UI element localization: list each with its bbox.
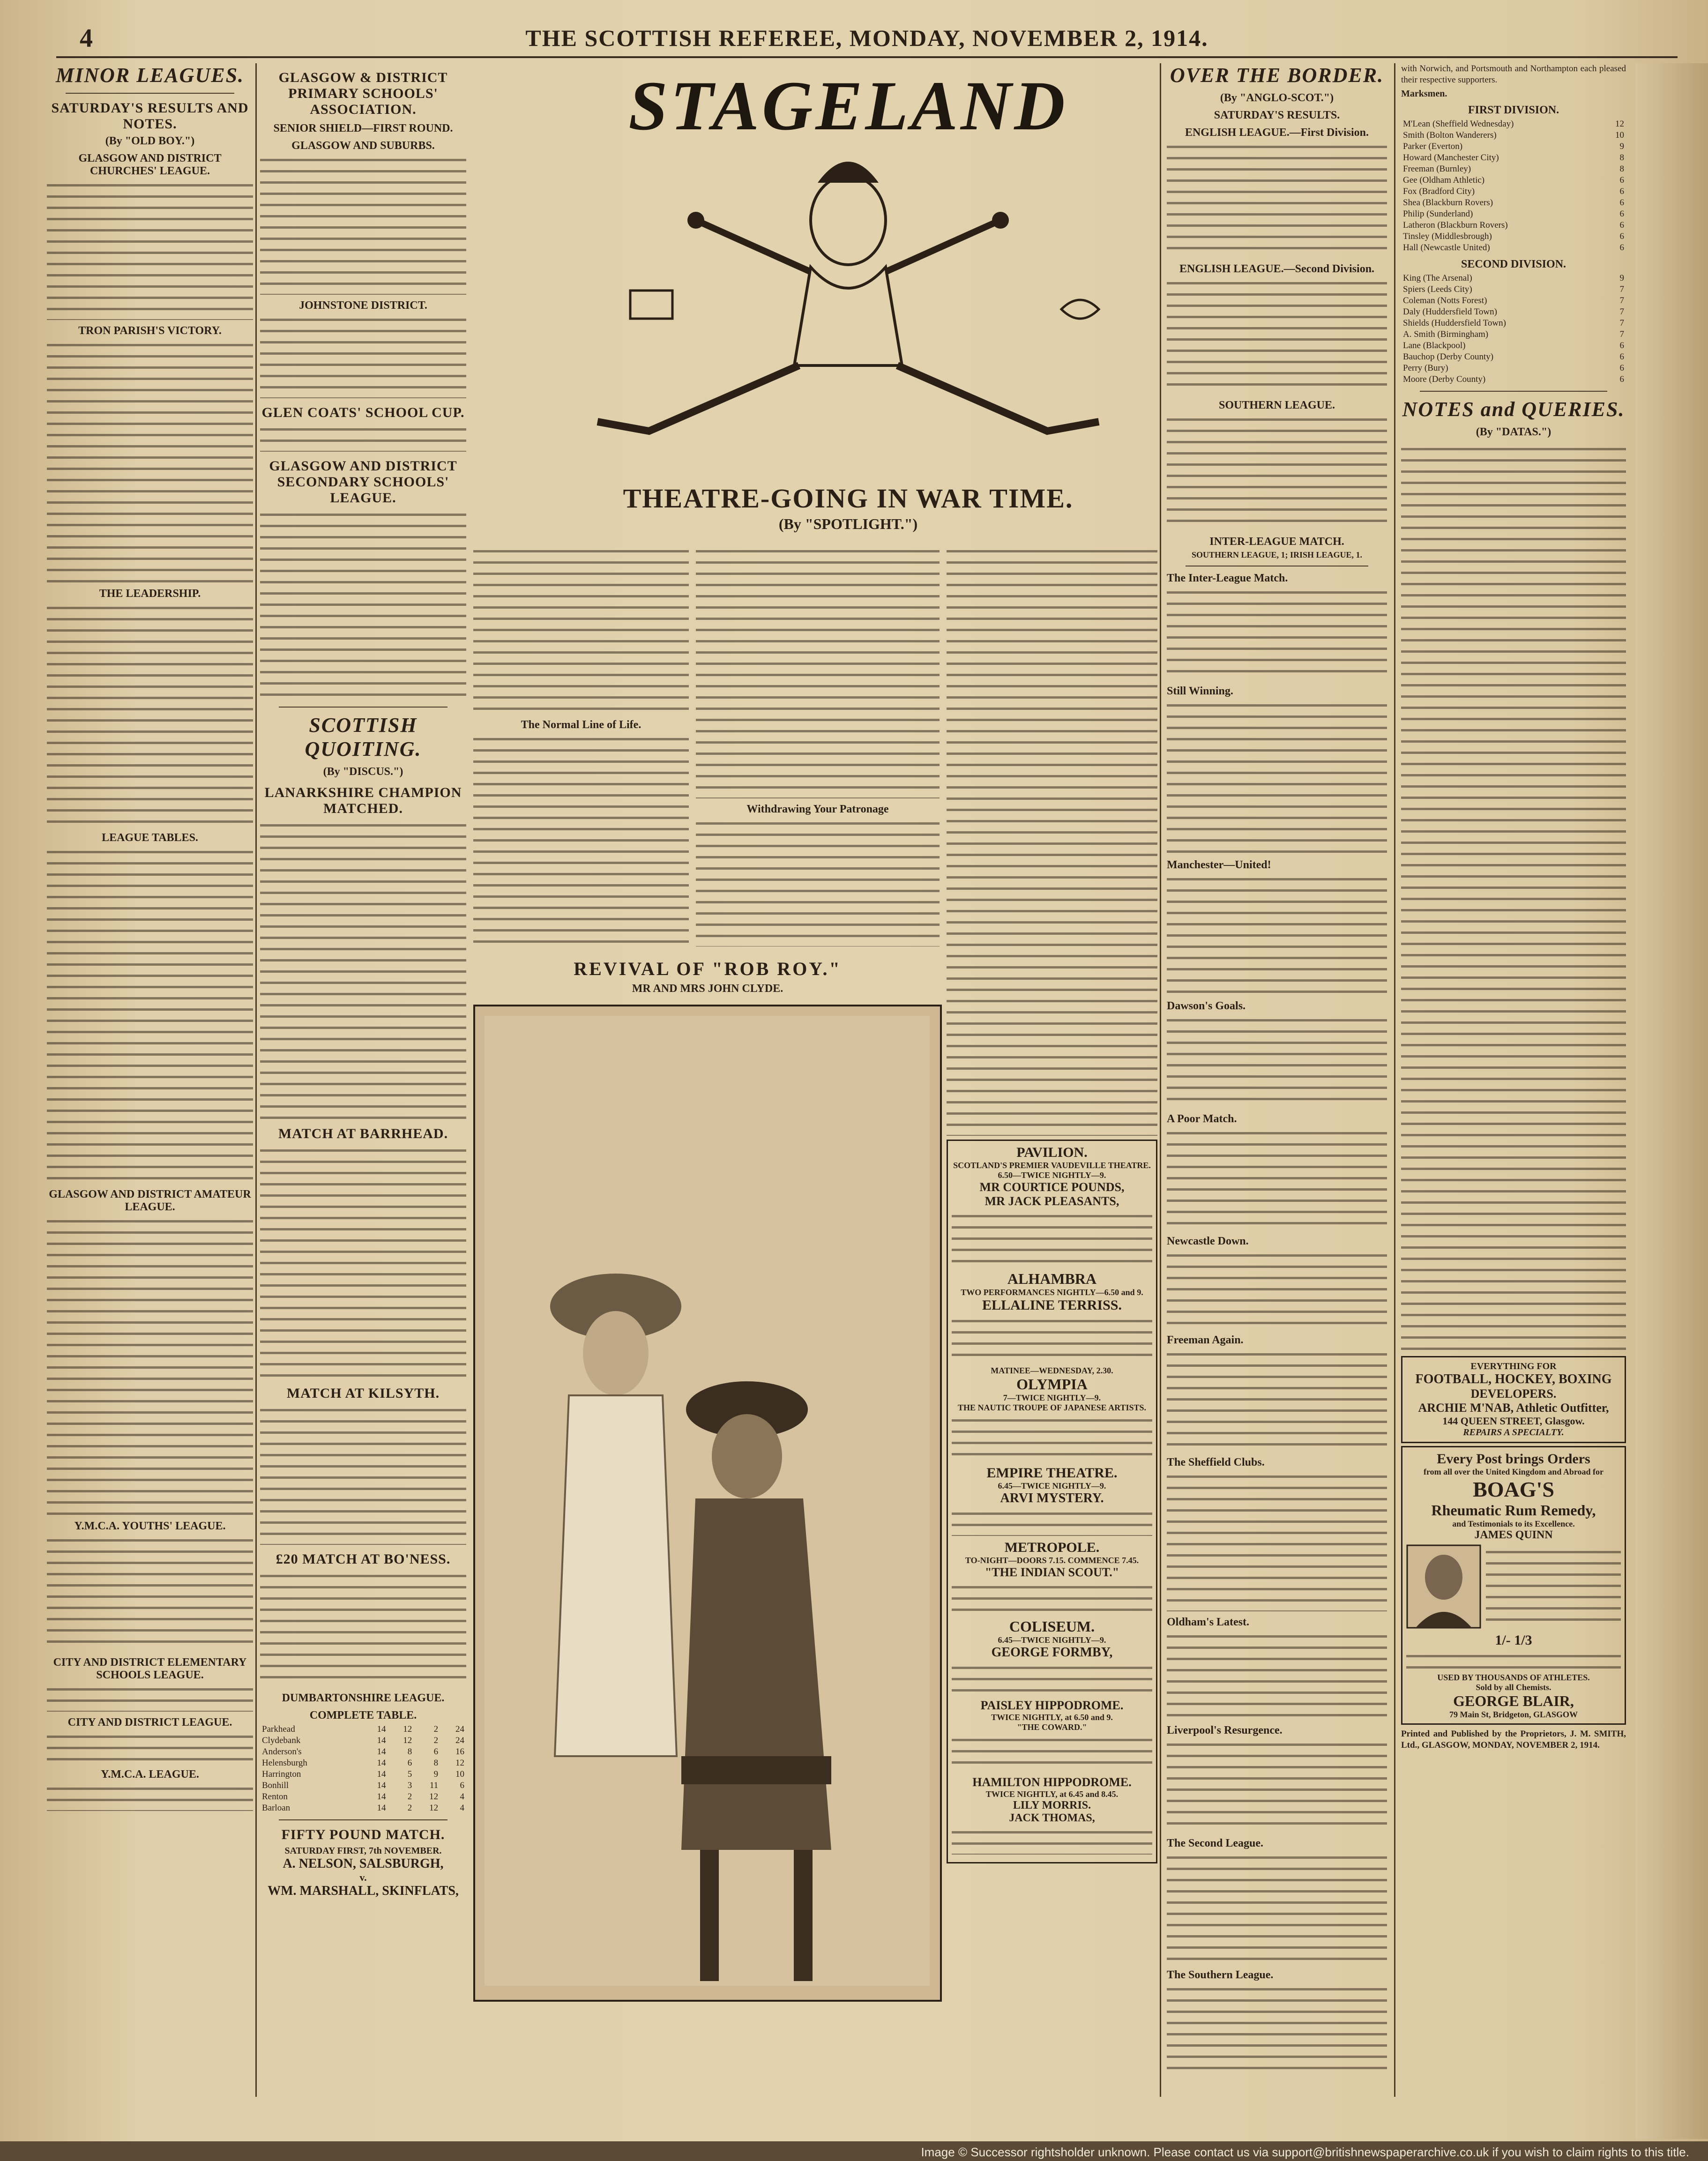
table-row: Bauchop (Derby County) 6 — [1403, 352, 1624, 362]
minor-leagues-heading: MINOR LEAGUES. — [55, 64, 245, 87]
article-text — [260, 1145, 466, 1379]
rob-roy-section — [473, 951, 942, 2076]
notes-queries-text — [1401, 443, 1626, 1352]
article-text — [47, 1783, 253, 1811]
quoiting-heading: SCOTTISH QUOITING. — [305, 714, 422, 760]
table-row: Gee (Oldham Athletic) 6 — [1403, 175, 1624, 185]
fixtures-text — [260, 424, 466, 452]
quoiting-sub: LANARKSHIRE CHAMPION MATCHED. — [264, 785, 462, 816]
article-text — [47, 1684, 253, 1712]
table-row: Daly (Huddersfield Town) 7 — [1403, 307, 1624, 317]
schools-quoiting-column — [260, 63, 466, 2139]
border-note: Still Winning. — [1167, 685, 1233, 697]
schools-sub: GLASGOW AND SUBURBS. — [291, 140, 435, 152]
table-row: Parkhead 14 12 2 24 — [262, 1724, 464, 1734]
theatre-ad-name: EMPIRE THEATRE. — [986, 1465, 1118, 1481]
article-text — [47, 1215, 253, 1515]
section-heading: CITY AND DISTRICT LEAGUE. — [67, 1716, 232, 1729]
table-row: Shea (Blackburn Rovers) 6 — [1403, 198, 1624, 208]
couple-photo-illustration — [475, 1006, 939, 1995]
border-note: Oldham's Latest. — [1167, 1616, 1250, 1628]
border-sub: ENGLISH LEAGUE.—Second Division. — [1179, 263, 1375, 275]
stageland-title: STAGELAND — [628, 67, 1068, 145]
fixtures-text — [260, 154, 466, 295]
fixtures-text — [260, 509, 466, 701]
border-heading: OVER THE BORDER. — [1170, 64, 1384, 87]
table-row: Shields (Huddersfield Town) 7 — [1403, 318, 1624, 328]
border-note: The Second League. — [1167, 1837, 1264, 1849]
theatre-article-col2 — [696, 544, 940, 946]
border-note: Dawson's Goals. — [1167, 1000, 1246, 1012]
printer-imprint: Printed and Published by the Proprietors, J. M. SMITH, Ltd., GLASGOW, MONDAY, NOVEMBER 2, 1914. — [1401, 1729, 1626, 1750]
masthead — [56, 19, 1678, 58]
theatre-heading: THEATRE-GOING IN WAR TIME. — [623, 483, 1074, 514]
article-text — [47, 339, 253, 583]
column-rule — [255, 63, 257, 2097]
schools-heading: GLASGOW & DISTRICT PRIMARY SCHOOLS' ASSOCIATION. — [278, 70, 448, 117]
table-row: Perry (Bury) 6 — [1403, 363, 1624, 373]
section-heading: GLASGOW AND DISTRICT CHURCHES' LEAGUE. — [78, 152, 222, 177]
table-row: Tinsley (Middlesbrough) 6 — [1403, 231, 1624, 241]
table-row: Smith (Bolton Wanderers) 10 — [1403, 130, 1624, 140]
border-sub: SATURDAY'S RESULTS. — [1214, 109, 1340, 121]
fifty-v: v. — [359, 1871, 367, 1883]
theatre-article-col3 — [947, 544, 1157, 2080]
table-row: Freeman (Burnley) 8 — [1403, 164, 1624, 174]
table-row: Coleman (Notts Forest) 7 — [1403, 296, 1624, 306]
article-text — [260, 1404, 466, 1545]
fifty-pound-heading: FIFTY POUND MATCH. — [281, 1827, 445, 1842]
notes-queries-byline: (By "DATAS.") — [1476, 426, 1551, 438]
dumbartonshire-table — [260, 1724, 466, 1814]
table-row: M'Lean (Sheffield Wednesday) 12 — [1403, 119, 1624, 129]
table-row: Clydebank 14 12 2 24 — [262, 1736, 464, 1745]
minor-leagues-column — [47, 63, 253, 2139]
archive-footer — [0, 2141, 1708, 2161]
second-division-heading: SECOND DIVISION. — [1461, 258, 1566, 270]
stageland-cartoon — [555, 66, 1141, 478]
portrait-illustration — [1406, 1544, 1481, 1629]
article-text — [260, 820, 466, 1119]
table-row: Philip (Sunderland) 6 — [1403, 209, 1624, 219]
border-note: The Southern League. — [1167, 1969, 1274, 1981]
table-row: Hall (Newcastle United) 6 — [1403, 243, 1624, 253]
rob-roy-caption: MR AND MRS JOHN CLYDE. — [632, 983, 783, 995]
border-note: Freeman Again. — [1167, 1334, 1244, 1346]
table-row: King (The Arsenal) 9 — [1403, 273, 1624, 283]
masthead-title: THE SCOTTISH REFEREE, MONDAY, NOVEMBER 2, 1914. — [525, 25, 1208, 51]
page-number: 4 — [80, 24, 94, 53]
marksmen-intro: with Norwich, and Portsmouth and Northampton each pleased their respective supporters. — [1401, 64, 1626, 85]
quoiting-byline: (By "DISCUS.") — [323, 766, 403, 778]
table-row: Helensburgh 14 6 8 12 — [262, 1758, 464, 1768]
mnab-advert: EVERYTHING FOR FOOTBALL, HOCKEY, BOXING DEVELOPERS. ARCHIE M'NAB, Athletic Outfitter, 144 QUEEN STREET, Glasgow. REPAIRS A SPECIALTY. — [1401, 1356, 1626, 1443]
table-row: Bonhill 14 3 11 6 — [262, 1781, 464, 1790]
table-row: Fox (Bradford City) 6 — [1403, 186, 1624, 196]
marksmen-heading: Marksmen. — [1401, 89, 1447, 99]
minor-leagues-subheading: SATURDAY'S RESULTS AND NOTES. — [51, 100, 249, 132]
marshall-name: WM. MARSHALL, SKINFLATS, — [268, 1884, 459, 1898]
section-heading: THE LEADERSHIP. — [99, 588, 201, 600]
article-text — [260, 1570, 466, 1687]
section-heading: GLASGOW AND DISTRICT AMATEUR LEAGUE. — [49, 1188, 251, 1213]
column-rule — [1394, 63, 1395, 2097]
table-row: Lane (Blackpool) 6 — [1403, 341, 1624, 350]
theatre-ad-name: OLYMPIA — [1016, 1376, 1088, 1393]
notes-queries-heading: NOTES and QUERIES. — [1402, 398, 1625, 421]
border-sub: INTER-LEAGUE MATCH. — [1209, 536, 1344, 548]
border-note: A Poor Match. — [1167, 1113, 1237, 1125]
table-row: Spiers (Leeds City) 7 — [1403, 284, 1624, 294]
rob-roy-heading: REVIVAL OF "ROB ROY." — [574, 958, 842, 979]
theatre-ad-name: HAMILTON HIPPODROME. — [972, 1775, 1132, 1789]
quoiting-sub: DUMBARTONSHIRE LEAGUE. — [282, 1692, 445, 1704]
table-row: Moore (Derby County) 6 — [1403, 374, 1624, 384]
column-rule — [1160, 63, 1161, 2097]
border-byline: (By "ANGLO-SCOT.") — [1220, 92, 1334, 104]
theatre-article-col1 — [473, 544, 689, 946]
fifty-line: SATURDAY FIRST, 7th NOVEMBER. — [284, 1846, 442, 1856]
adjacent-page-edge — [1635, 63, 1708, 2139]
minor-leagues-byline: (By "OLD BOY.") — [105, 135, 195, 147]
clown-illustration — [555, 66, 1141, 478]
secondary-heading: GLASGOW AND DISTRICT SECONDARY SCHOOLS' LEAGUE. — [269, 458, 457, 506]
table-row: Parker (Everton) 9 — [1403, 142, 1624, 151]
copyright-notice: Image © Successor rightsholder unknown. Please contact us via support@britishnewspaperarchive.co.uk if you wish to claim rights to this title. — [921, 2145, 1689, 2159]
theatre-subheading: Withdrawing Your Patronage — [746, 803, 889, 815]
section-heading: Y.M.C.A. YOUTHS' LEAGUE. — [74, 1520, 226, 1532]
theatre-ad-name: COLISEUM. — [1009, 1618, 1095, 1635]
table-row: Howard (Manchester City) 8 — [1403, 153, 1624, 163]
theatre-ad-name: ALHAMBRA — [1007, 1270, 1097, 1287]
first-division-marksmen — [1401, 119, 1626, 253]
border-note: Liverpool's Resurgence. — [1167, 1724, 1283, 1736]
theatre-ad-name: METROPOLE. — [1004, 1540, 1100, 1555]
schools-sub: JOHNSTONE DISTRICT. — [299, 299, 427, 312]
boags-advert: Every Post brings Orders from all over the United Kingdom and Abroad for BOAG'S Rheumatic Rum Remedy, and Testimonials to its Excellence. JAMES QUINN 1/- 1/3 USED BY THOUSANDS OF ATHLETES. Sold by all Chemists. GEORGE BLAIR, 79 Main St, Bridgeton, GLASGOW — [1401, 1446, 1626, 1725]
quoiting-sub: MATCH AT KILSYTH. — [286, 1386, 440, 1401]
glen-coats-heading: GLEN COATS' SCHOOL CUP. — [261, 405, 465, 420]
schools-sub: SENIOR SHIELD—FIRST ROUND. — [273, 122, 453, 134]
table-row: Barloan 14 2 12 4 — [262, 1803, 464, 1813]
table-row: A. Smith (Birmingham) 7 — [1403, 329, 1624, 339]
results-text — [47, 179, 253, 320]
theatre-subheading: The Normal Line of Life. — [521, 719, 641, 731]
second-division-marksmen — [1401, 273, 1626, 385]
league-tables-text — [47, 846, 253, 1184]
article-text — [47, 1731, 253, 1764]
border-note: The Inter-League Match. — [1167, 572, 1288, 584]
table-row: Anderson's 14 8 6 16 — [262, 1747, 464, 1757]
quoiting-sub: COMPLETE TABLE. — [309, 1709, 417, 1721]
border-sub: SOUTHERN LEAGUE. — [1218, 399, 1335, 411]
section-heading: Y.M.C.A. LEAGUE. — [101, 1768, 199, 1781]
table-row: Latheron (Blackburn Rovers) 6 — [1403, 220, 1624, 230]
theatre-ads: PAVILION. SCOTLAND'S PREMIER VAUDEVILLE THEATRE. 6.50—TWICE NIGHTLY—9. MR COURTICE POUNDS, MR JACK PLEASANTS, ALHAMBRA TWO PERFORMANCES NIGHTLY—6.50 and 9. ELLALINE TERRISS. MATINEE—WEDNESDAY, 2.30. OLYMPIA 7—TWICE NIGHTLY—9. THE NAUTIC TROUPE OF JAPANESE ARTISTS. EMPIRE THEATRE. 6.45—TWICE NIGHTLY—9. ARVI MYSTERY. METROPOLE. TO-NIGHT—DOORS 7.15. COMMENCE 7.45. "THE INDIAN SCOUT." COLISEUM. 6.45—TWICE NIGHTLY—9. GEORGE FORMBY, PAISLEY HIPPODROME. TWICE NIGHTLY, at 6.50 and 9. "THE COWARD." HAMILTON HIPPODROME. TWICE NIGHTLY, at 6.45 and 8.45. LILY MORRIS. JACK THOMAS, — [947, 1140, 1157, 1863]
quoiting-sub: MATCH AT BARRHEAD. — [278, 1126, 448, 1141]
fixtures-text — [260, 314, 466, 398]
article-text — [47, 1535, 253, 1652]
border-sub: ENGLISH LEAGUE.—First Division. — [1185, 127, 1369, 139]
section-heading: LEAGUE TABLES. — [102, 832, 198, 844]
table-row: Renton 14 2 12 4 — [262, 1792, 464, 1802]
fifty-name: A. NELSON, SALSBURGH, — [283, 1856, 444, 1871]
border-note: Newcastle Down. — [1167, 1235, 1249, 1247]
quoiting-sub: £20 MATCH AT BO'NESS. — [276, 1551, 451, 1567]
theatre-ad-name: PAISLEY HIPPODROME. — [980, 1699, 1124, 1712]
theatre-ad-name: PAVILION. — [1016, 1145, 1088, 1160]
section-heading: TRON PARISH'S VICTORY. — [78, 325, 222, 337]
marksmen-notes-column — [1401, 63, 1626, 2139]
table-row: Harrington 14 5 9 10 — [262, 1769, 464, 1779]
border-note: Manchester—United! — [1167, 859, 1271, 871]
article-text — [47, 602, 253, 827]
theatre-byline: (By "SPOTLIGHT.") — [778, 515, 918, 532]
over-the-border-column: OVER THE BORDER. (By "ANGLO-SCOT.") SATURDAY'S RESULTS. ENGLISH LEAGUE.—First Division. ENGLISH LEAGUE.—Second Division. SOUTHERN LEAGUE. INTER-LEAGUE MATCH. SOUTHERN LEAGUE, 1; IRISH LEAGUE, 1. The Inter-League Match. Still Winning. Manchester—United! Dawson's Goals. A Poor Match. Newcastle Down. Freeman Again. The Sheffield Clubs. Oldham's Latest. Liverpool's Resurgence. The Second League. The Southern League. — [1167, 63, 1387, 2139]
first-division-heading: FIRST DIVISION. — [1468, 104, 1559, 116]
border-note: The Sheffield Clubs. — [1167, 1456, 1265, 1468]
section-heading: CITY AND DISTRICT ELEMENTARY SCHOOLS LEAGUE. — [53, 1656, 247, 1681]
rob-roy-photo — [473, 1005, 942, 2002]
